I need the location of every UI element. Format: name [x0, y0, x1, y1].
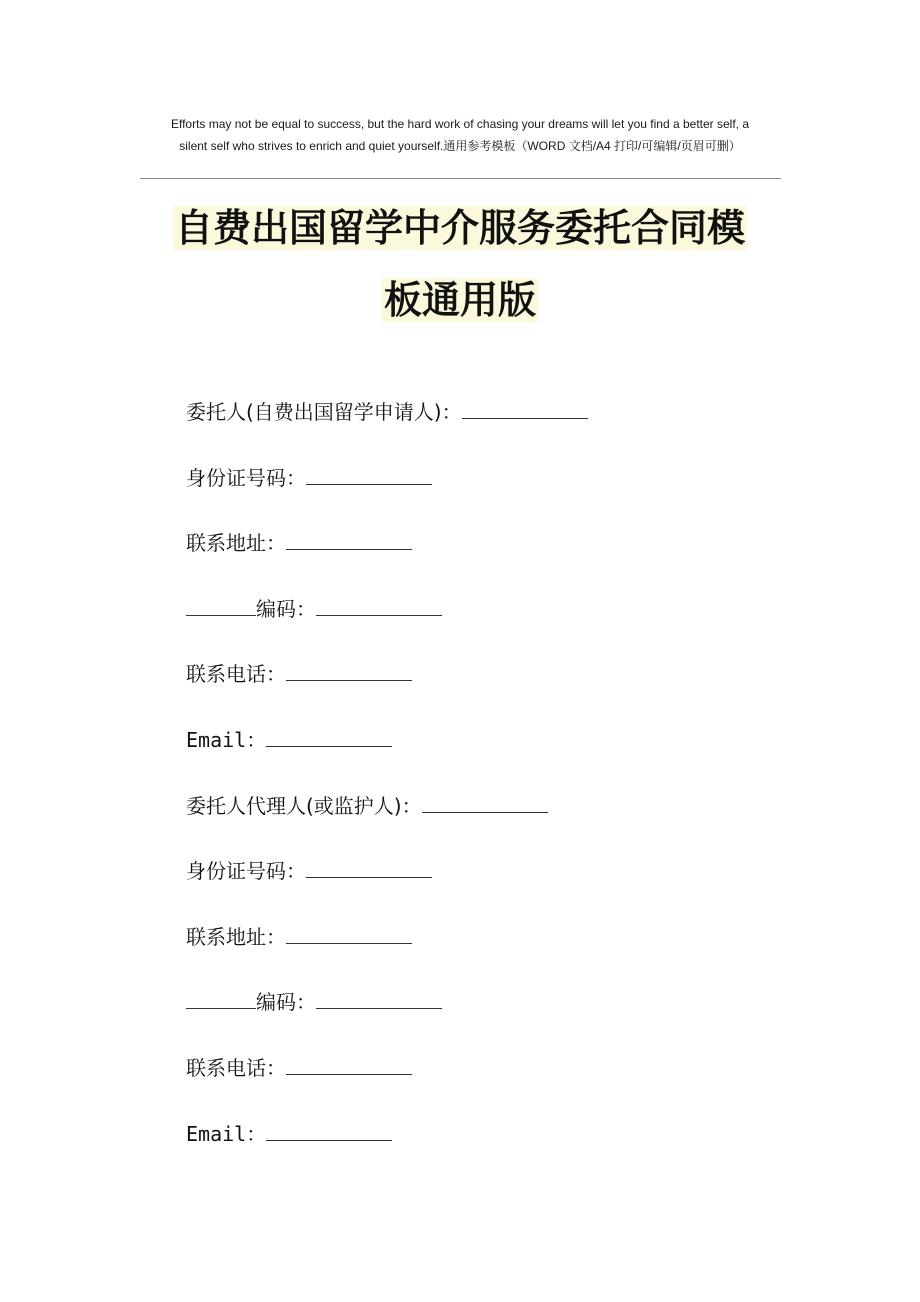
field-client-email — [186, 716, 786, 782]
field-label: 委托人代理人(或监护人)： — [186, 793, 422, 818]
field-label: 委托人(自费出国留学申请人)： — [186, 400, 462, 424]
field-client-phone — [186, 650, 786, 716]
field-agent-postcode — [186, 978, 786, 1044]
field-client-name — [186, 388, 786, 454]
header-divider — [140, 178, 781, 179]
field-label: 身份证号码： — [186, 859, 306, 884]
field-agent-email — [186, 1110, 786, 1176]
fill-in-blank[interactable] — [316, 597, 442, 616]
document-title — [120, 192, 800, 336]
field-label: 联系电话： — [186, 662, 286, 687]
fill-in-blank[interactable] — [266, 728, 392, 747]
fill-in-blank[interactable] — [306, 466, 432, 485]
fill-in-blank[interactable] — [286, 662, 412, 681]
field-label: 身份证号码： — [186, 465, 306, 490]
header-line-2: silent self who strives to enrich and quiet yourself.通用参考模板（WORD 文档/A4 打印/可编辑/页眉可删） — [179, 139, 741, 153]
field-label: 联系电话： — [186, 1055, 286, 1080]
fill-in-blank[interactable] — [462, 400, 588, 419]
field-label: Email： — [186, 1121, 267, 1146]
fill-in-blank[interactable] — [422, 794, 548, 813]
fill-in-blank[interactable] — [286, 531, 412, 550]
fill-in-blank[interactable] — [286, 1056, 412, 1075]
fill-in-blank[interactable] — [266, 1122, 392, 1141]
title-line-2: 板通用版 — [383, 278, 536, 322]
field-agent-id-number — [186, 847, 786, 913]
field-client-postcode — [186, 585, 786, 651]
field-label: Email： — [186, 727, 267, 752]
page-header — [140, 113, 780, 157]
field-label: 联系地址： — [186, 924, 286, 949]
field-agent-phone — [186, 1044, 786, 1110]
fill-in-blank[interactable] — [286, 925, 412, 944]
field-agent-address — [186, 913, 786, 979]
field-label: 编码： — [256, 596, 316, 621]
fill-in-blank-prefix[interactable] — [186, 597, 256, 616]
header-line-1: Efforts may not be equal to success, but the hard work of chasing your dreams will let you find a better self, a — [170, 117, 750, 131]
fill-in-blank-prefix[interactable] — [186, 990, 256, 1009]
form-fields — [186, 388, 786, 1175]
title-line-1: 自费出国留学中介服务委托合同模 — [174, 206, 745, 250]
field-label: 编码： — [256, 990, 316, 1015]
field-agent-name — [186, 782, 786, 848]
fill-in-blank[interactable] — [306, 859, 432, 878]
fill-in-blank[interactable] — [316, 990, 442, 1009]
field-label: 联系地址： — [186, 531, 286, 556]
field-client-address — [186, 519, 786, 585]
field-client-id-number — [186, 454, 786, 520]
